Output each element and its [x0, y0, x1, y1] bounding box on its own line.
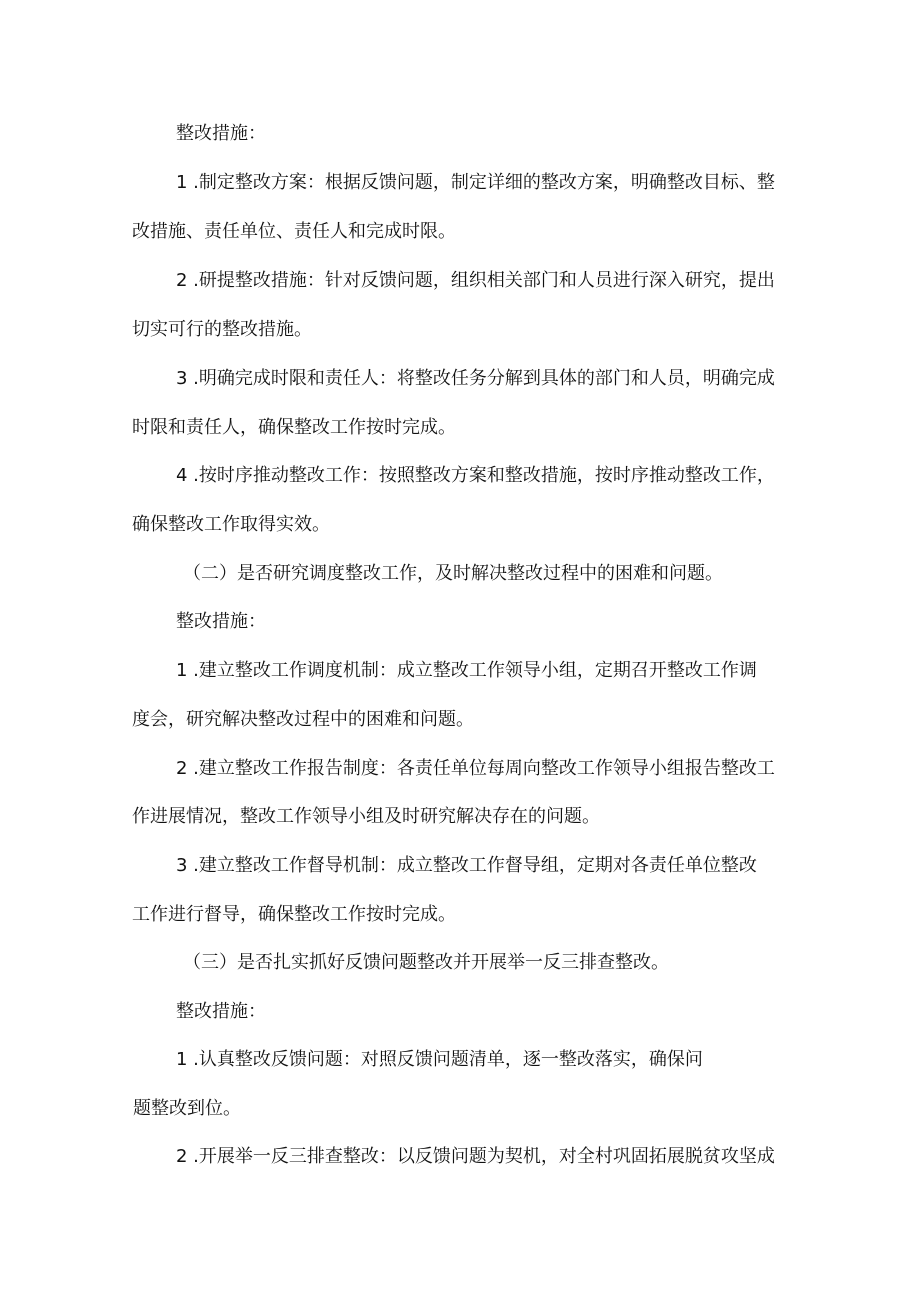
- paragraph-line: 作进展情况，整改工作领导小组及时研究解决存在的问题。: [132, 806, 600, 827]
- paragraph-line: 1 .建立整改工作调度机制：成立整改工作领导小组，定期召开整改工作调: [176, 660, 757, 681]
- paragraph-line: 工作进行督导，确保整改工作按时完成。: [132, 904, 456, 925]
- section-heading: （二）是否研究调度整改工作，及时解决整改过程中的困难和问题。: [183, 563, 723, 584]
- paragraph-line: 2 .开展举一反三排查整改：以反馈问题为契机，对全村巩固拓展脱贫攻坚成: [176, 1146, 775, 1167]
- paragraph-line: 确保整改工作取得实效。: [132, 514, 330, 535]
- paragraph-line: 1 .认真整改反馈问题：对照反馈问题清单，逐一整改落实，确保问: [176, 1049, 703, 1070]
- section-heading: （三）是否扎实抓好反馈问题整改并开展举一反三排查整改。: [183, 952, 669, 973]
- paragraph-line: 2 .研提整改措施：针对反馈问题，组织相关部门和人员进行深入研究，提出: [176, 270, 775, 291]
- paragraph-line: 3 .建立整改工作督导机制：成立整改工作督导组，定期对各责任单位整改: [176, 855, 757, 876]
- paragraph-line: 4 .按时序推动整改工作：按照整改方案和整改措施，按时序推动整改工作，: [176, 465, 775, 486]
- paragraph-heading: 整改措施：: [176, 123, 266, 144]
- paragraph-line: 度会，研究解决整改过程中的困难和问题。: [132, 709, 474, 730]
- paragraph-heading: 整改措施：: [176, 611, 266, 632]
- paragraph-line: 时限和责任人，确保整改工作按时完成。: [132, 417, 456, 438]
- paragraph-line: 题整改到位。: [133, 1098, 241, 1119]
- paragraph-line: 3 .明确完成时限和责任人：将整改任务分解到具体的部门和人员，明确完成: [176, 368, 775, 389]
- paragraph-line: 改措施、责任单位、责任人和完成时限。: [132, 221, 456, 242]
- paragraph-line: 2 .建立整改工作报告制度：各责任单位每周向整改工作领导小组报告整改工: [176, 758, 775, 779]
- paragraph-heading: 整改措施：: [176, 1001, 266, 1022]
- paragraph-line: 1 .制定整改方案：根据反馈问题，制定详细的整改方案，明确整改目标、整: [176, 172, 775, 193]
- paragraph-line: 切实可行的整改措施。: [132, 319, 312, 340]
